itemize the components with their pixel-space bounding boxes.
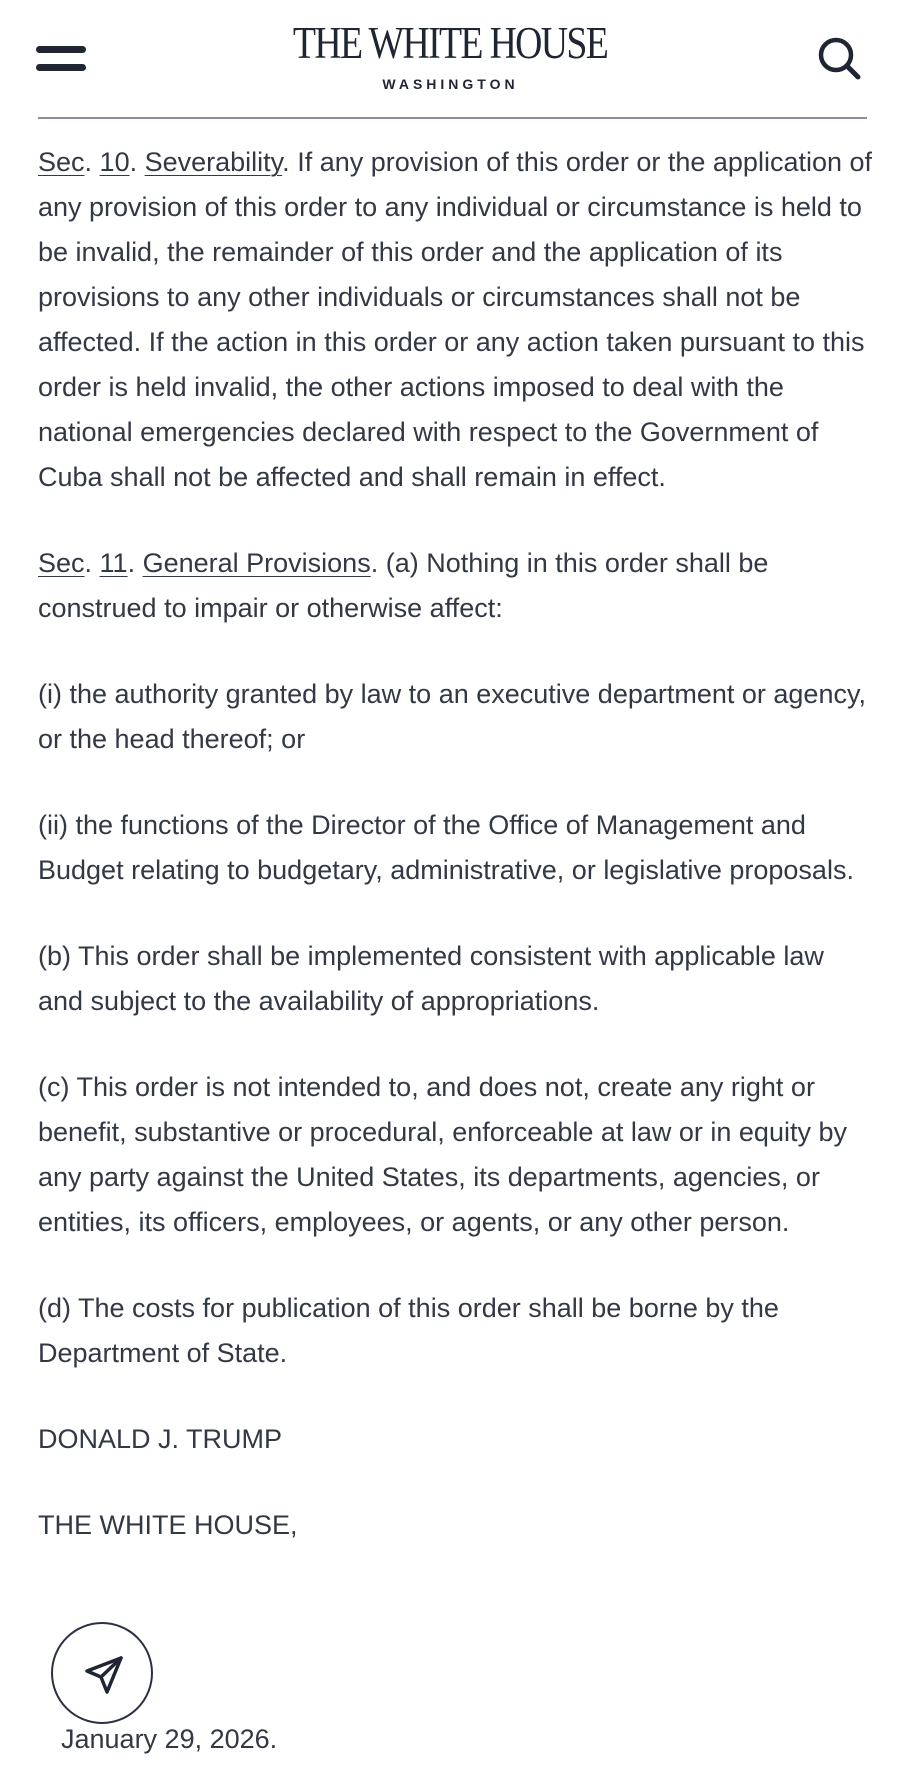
section-text: If any provision of this order or the application of any provision of this order to any individual or circumstance is held to be invalid, the remainder of this order and the application of its provisions to any other individuals or circumstances shall not be affected. If the action in this order or any action taken pursuant to this order is held invalid, the other actions imposed to deal with the national emergencies declared with respect to the Government of Cuba shall not be affected and shall remain in effect. [38, 147, 873, 492]
clause-b: (b) This order shall be implemented consistent with applicable law and subject to the availability of appropriations. [38, 941, 824, 1016]
brand-subtitle: WASHINGTON [382, 76, 519, 92]
sec-label: Sec [38, 548, 85, 578]
clause-ii: (ii) the functions of the Director of the Office of Management and Budget relating to budgetary, administrative, or legislative proposals. [38, 810, 854, 885]
signature-date: January 29, 2026. [61, 1724, 278, 1754]
clause-c: (c) This order is not intended to, and does not, create any right or benefit, substantive or procedural, enforceable at law or in equity by any party against the United States, its departments, agencies, or entities, its officers, employees, or agents, or any other person. [38, 1072, 847, 1237]
clause-i: (i) the authority granted by law to an executive department or agency, or the head thereof; or [38, 679, 866, 754]
brand-logo[interactable] [0, 18, 901, 92]
clause-d: (d) The costs for publication of this order shall be borne by the Department of State. [38, 1293, 779, 1368]
section-heading: General Provisions [142, 548, 371, 578]
sec-number: 11 [99, 548, 128, 578]
site-header [0, 0, 901, 118]
signature-place: THE WHITE HOUSE, [38, 1510, 298, 1540]
clause-a: (a) Nothing in this order shall be construed to impair or otherwise affect: [38, 548, 769, 623]
sec-label: Sec [38, 147, 85, 177]
paper-plane-icon [81, 1652, 127, 1698]
section-11: Sec. 11. General Provisions. (a) Nothing in this order shall be construed to impair or otherwise affect: [38, 548, 769, 623]
section-10: Sec. 10. Severability. If any provision of this order or the application of any provision of this order to any individual or circumstance is held to be invalid, the remainder of this order and the application of its provisions to any other individuals or circumstances shall not be affected. If the action in this order or any action taken pursuant to this order is held invalid, the other actions imposed to deal with the national emergencies declared with respect to the Government of Cuba shall not be affected and shall remain in effect. [38, 147, 873, 492]
sec-number: 10 [99, 147, 130, 177]
section-heading: Severability [144, 147, 283, 177]
signature-name: DONALD J. TRUMP [38, 1424, 283, 1454]
order-body [38, 140, 874, 1548]
brand-title: THE WHITE HOUSE [293, 18, 608, 68]
search-icon[interactable] [812, 33, 868, 89]
header-divider [38, 117, 867, 119]
share-button[interactable] [51, 1622, 153, 1724]
